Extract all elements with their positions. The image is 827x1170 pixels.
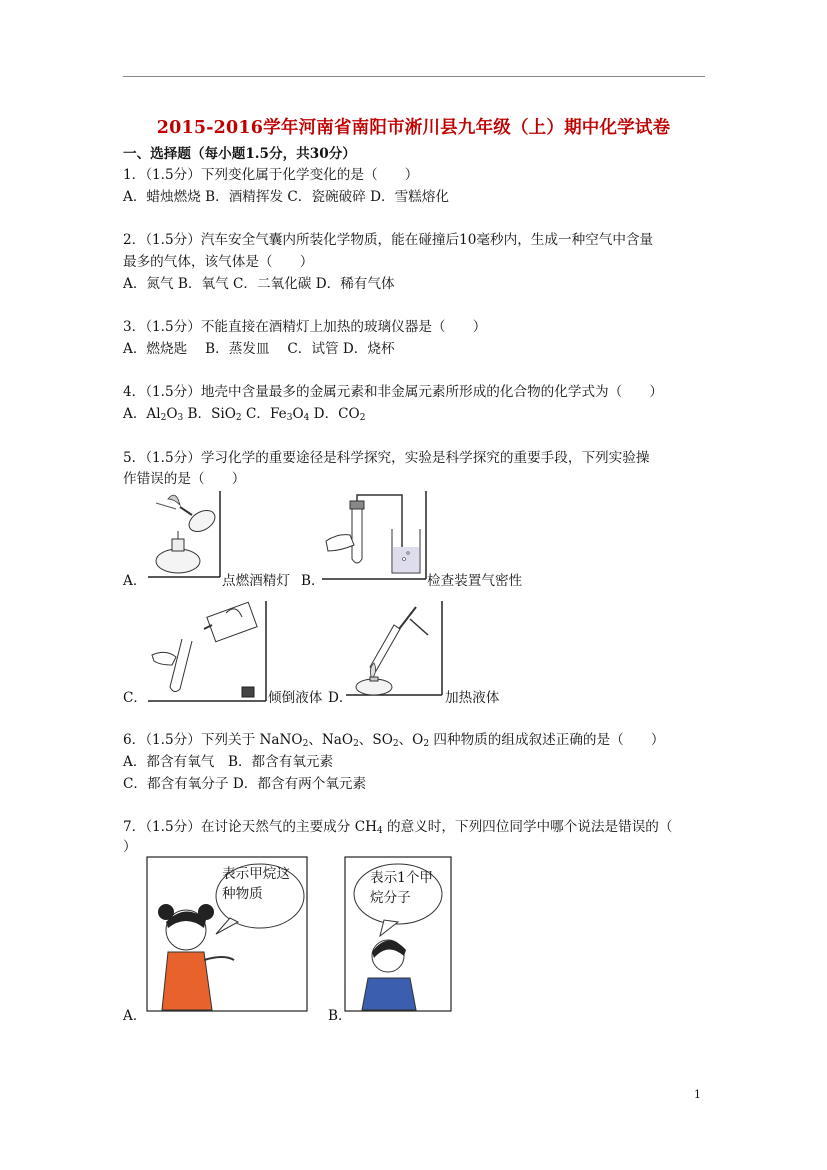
figure-light-alcohol-lamp <box>146 489 222 579</box>
q5-optC-caption: 倾倒液体 <box>268 690 323 706</box>
q4-stem: 4．（1.5分）地壳中含量最多的金属元素和非金属元素所形成的化合物的化学式为（ ） <box>123 384 664 400</box>
q1-options: A．蜡烛燃烧 B．酒精挥发 C．瓷碗破碎 D．雪糕熔化 <box>123 189 449 205</box>
q4-options: A．$Al_2O_3$ B．SiO$_2$ C．$Fe_3O_4$ D．$CO_2$ <box>123 406 366 423</box>
q3-options: A．燃烧匙 B．蒸发皿 C．试管 D．烧杯 <box>123 341 395 357</box>
q5-optB-letter: B． <box>301 573 325 589</box>
q5-optA-caption: 点燃酒精灯 <box>222 573 290 589</box>
q5-optC-letter: C． <box>123 690 147 706</box>
q5-stem-line1: 5．（1.5分）学习化学的重要途径是科学探究，实验是科学探究的重要手段，下列实验操 <box>123 450 650 466</box>
page-title: 2015-2016学年河南省南阳市淅川县九年级（上）期中化学试卷 <box>156 118 671 138</box>
bubble-b-line1: 表示1个甲 <box>370 870 434 886</box>
q7-stem-line2: ） <box>123 839 137 855</box>
q5-optD-caption: 加热液体 <box>445 690 500 706</box>
figure-pour-liquid <box>146 599 268 703</box>
bubble-a-line2: 种物质 <box>222 886 263 902</box>
q7-stem-line1: 7．（1.5分）在讨论天然气的主要成分 $CH_4$ 的意义时，下列四位同学中哪个说法是错误的（ <box>123 819 673 836</box>
q5-optB-caption: 检查装置气密性 <box>427 573 523 589</box>
q6-options-line1: A．都含有氧气 B．都含有氧元素 <box>123 754 334 770</box>
q7-optB-letter: B． <box>328 1008 352 1024</box>
q2-stem-line2: 最多的气体，该气体是（ ） <box>123 254 314 270</box>
bubble-b-line2: 烷分子 <box>370 890 411 906</box>
q6-options-line2: C．都含有氧分子 D．都含有两个氧元素 <box>123 776 367 792</box>
q3-stem: 3．（1.5分）不能直接在酒精灯上加热的玻璃仪器是（ ） <box>123 319 487 335</box>
header-rule <box>123 76 705 77</box>
q7-optA-letter: A． <box>123 1008 147 1024</box>
q5-optD-letter: D． <box>328 690 353 706</box>
q2-options: A．氮气 B．氧气 C．二氧化碳 D．稀有气体 <box>123 276 395 292</box>
q1-stem: 1．（1.5分）下列变化属于化学变化的是（ ） <box>123 167 419 183</box>
page-number: 1 <box>694 1088 701 1101</box>
figure-heat-liquid <box>344 599 444 697</box>
q2-stem-line1: 2．（1.5分）汽车安全气囊内所装化学物质，能在碰撞后10毫秒内，生成一种空气中含量 <box>123 232 654 248</box>
q5-stem-line2: 作错误的是（ ） <box>123 471 246 487</box>
q6-stem: 6．（1.5分）下列关于 NaNO$_2$、NaO$_2$、$SO_2$、$O_2$ 四种物质的组成叙述正确的是（ ） <box>123 732 665 749</box>
q5-optA-letter: A． <box>123 573 147 589</box>
bubble-a-line1: 表示甲烷这 <box>222 866 290 882</box>
figure-check-airtightness <box>320 489 428 581</box>
section-heading: 一、选择题（每小题1.5分，共30分） <box>123 146 356 162</box>
